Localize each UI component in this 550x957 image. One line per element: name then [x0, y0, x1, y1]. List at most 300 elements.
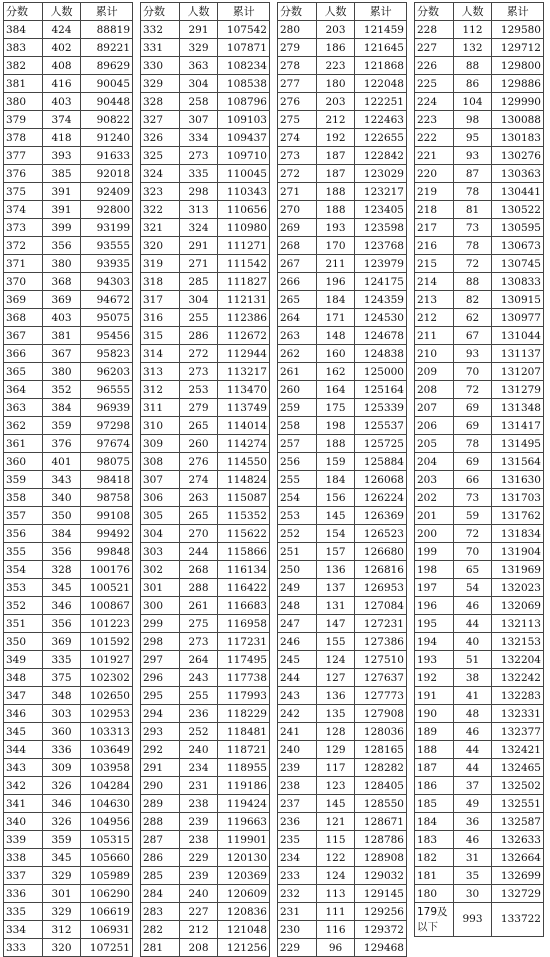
cumulative-cell: 112386: [218, 309, 270, 327]
score-cell: 264: [278, 309, 317, 327]
score-cell: 298: [141, 633, 180, 651]
table-row: [4, 273, 133, 291]
count-cell: 88: [453, 57, 492, 75]
score-header: 分数: [141, 3, 180, 21]
score-cell: 281: [141, 939, 180, 957]
cumulative-cell: 94672: [81, 291, 133, 309]
table-row: [278, 651, 407, 669]
count-cell: 285: [179, 273, 218, 291]
count-cell: 348: [42, 687, 81, 705]
count-cell: 286: [179, 327, 218, 345]
table-row: [141, 939, 270, 957]
table-row: [141, 75, 270, 93]
count-cell: 274: [179, 471, 218, 489]
count-cell: 180: [316, 75, 355, 93]
table-row: [141, 291, 270, 309]
cumulative-cell: 115087: [218, 489, 270, 507]
table-row: [4, 777, 133, 795]
cumulative-cell: 131137: [492, 345, 544, 363]
count-cell: 298: [179, 183, 218, 201]
score-cell: 233: [278, 867, 317, 885]
table-row: [4, 615, 133, 633]
count-cell: 81: [453, 201, 492, 219]
table-row: [141, 507, 270, 525]
count-cell: 160: [316, 345, 355, 363]
count-cell: 993: [453, 903, 492, 937]
score-cell: 247: [278, 615, 317, 633]
score-cell: 294: [141, 705, 180, 723]
score-cell: 208: [415, 381, 454, 399]
score-header: 分数: [415, 3, 454, 21]
cumulative-cell: 125339: [355, 399, 407, 417]
score-cell: 365: [4, 363, 43, 381]
cumulative-cell: 115622: [218, 525, 270, 543]
cumulative-cell: 123768: [355, 237, 407, 255]
cumulative-cell: 94303: [81, 273, 133, 291]
cumulative-cell: 107251: [81, 939, 133, 957]
table-row: [415, 651, 544, 669]
table-row: [415, 813, 544, 831]
score-cell: 197: [415, 579, 454, 597]
table-row: [4, 327, 133, 345]
table-row: [415, 39, 544, 57]
cumulative-cell: 91633: [81, 147, 133, 165]
count-cell: 260: [179, 435, 218, 453]
cumulative-cell: 106619: [81, 903, 133, 921]
score-cell: 282: [141, 921, 180, 939]
score-cell: 273: [278, 147, 317, 165]
score-cell: 202: [415, 489, 454, 507]
score-cell: 270: [278, 201, 317, 219]
count-cell: 291: [179, 237, 218, 255]
score-cell: 343: [4, 759, 43, 777]
cumulative-cell: 123217: [355, 183, 407, 201]
score-cell: 348: [4, 669, 43, 687]
cumulative-cell: 98418: [81, 471, 133, 489]
count-cell: 227: [179, 903, 218, 921]
count-cell: 239: [179, 813, 218, 831]
table-row: [278, 723, 407, 741]
score-cell: 357: [4, 507, 43, 525]
score-cell: 188: [415, 741, 454, 759]
cumulative-cell: 101927: [81, 651, 133, 669]
table-row: [278, 543, 407, 561]
table-row: [415, 255, 544, 273]
table-row: [4, 489, 133, 507]
table-row: [415, 417, 544, 435]
table-row: [415, 219, 544, 237]
cumulative-cell: 100867: [81, 597, 133, 615]
table-row: [4, 561, 133, 579]
score-cell: 373: [4, 219, 43, 237]
count-cell: 40: [453, 633, 492, 651]
cumulative-cell: 118481: [218, 723, 270, 741]
cumulative-cell: 129468: [355, 939, 407, 957]
cumulative-cell: 117231: [218, 633, 270, 651]
score-cell: 207: [415, 399, 454, 417]
count-cell: 124: [316, 651, 355, 669]
cumulative-cell: 121048: [218, 921, 270, 939]
cumulative-cell: 105660: [81, 849, 133, 867]
table-row: [278, 885, 407, 903]
count-cell: 96: [316, 939, 355, 957]
score-cell: 320: [141, 237, 180, 255]
count-cell: 380: [42, 363, 81, 381]
table-row: [4, 723, 133, 741]
table-row: [278, 777, 407, 795]
score-cell: 346: [4, 705, 43, 723]
cumulative-cell: 129800: [492, 57, 544, 75]
cumulative-cell: 99492: [81, 525, 133, 543]
score-cell: 244: [278, 669, 317, 687]
table-row: [278, 489, 407, 507]
count-cell: 288: [179, 579, 218, 597]
score-cell: 242: [278, 705, 317, 723]
count-cell: 212: [179, 921, 218, 939]
table-row: [141, 705, 270, 723]
header-row: [278, 3, 407, 21]
score-cell: 371: [4, 255, 43, 273]
table-row: [4, 867, 133, 885]
score-cell: 190: [415, 705, 454, 723]
count-cell: 132: [453, 39, 492, 57]
count-cell: 155: [316, 633, 355, 651]
cumulative-cell: 130745: [492, 255, 544, 273]
cumulative-cell: 131703: [492, 489, 544, 507]
table-row: [415, 489, 544, 507]
cumulative-cell: 132664: [492, 849, 544, 867]
cumulative-cell: 131044: [492, 327, 544, 345]
cumulative-cell: 125884: [355, 453, 407, 471]
table-row: [4, 759, 133, 777]
table-row: [278, 273, 407, 291]
cumulative-cell: 96939: [81, 399, 133, 417]
table-row: [141, 129, 270, 147]
score-cell: 245: [278, 651, 317, 669]
cumulative-header: 累计: [81, 3, 133, 21]
cumulative-cell: 126523: [355, 525, 407, 543]
score-cell: 333: [4, 939, 43, 957]
score-cell: 347: [4, 687, 43, 705]
count-cell: 356: [42, 615, 81, 633]
count-cell: 238: [179, 831, 218, 849]
table-row: [278, 237, 407, 255]
score-cell: 184: [415, 813, 454, 831]
score-cell: 344: [4, 741, 43, 759]
score-cell: 376: [4, 165, 43, 183]
cumulative-cell: 127908: [355, 705, 407, 723]
table-row: [141, 849, 270, 867]
count-cell: 78: [453, 237, 492, 255]
score-cell: 240: [278, 741, 317, 759]
cumulative-header: 累计: [492, 3, 544, 21]
count-cell: 345: [42, 849, 81, 867]
cumulative-cell: 120130: [218, 849, 270, 867]
table-row: [415, 543, 544, 561]
table-row: [141, 867, 270, 885]
cumulative-cell: 92018: [81, 165, 133, 183]
cumulative-cell: 110045: [218, 165, 270, 183]
count-cell: 72: [453, 255, 492, 273]
table-row: [141, 345, 270, 363]
cumulative-cell: 132587: [492, 813, 544, 831]
cumulative-cell: 108538: [218, 75, 270, 93]
table-row: [4, 417, 133, 435]
score-cell: 192: [415, 669, 454, 687]
table-row: [4, 885, 133, 903]
table-row: [278, 795, 407, 813]
table-row: [278, 75, 407, 93]
score-cell: 290: [141, 777, 180, 795]
score-cell: 304: [141, 525, 180, 543]
count-cell: 243: [179, 669, 218, 687]
table-row: [415, 111, 544, 129]
table-row: [278, 129, 407, 147]
score-cell: 303: [141, 543, 180, 561]
cumulative-header: 累计: [218, 3, 270, 21]
count-cell: 35: [453, 867, 492, 885]
count-cell: 401: [42, 453, 81, 471]
count-cell: 44: [453, 759, 492, 777]
score-cell: 278: [278, 57, 317, 75]
cumulative-cell: 98075: [81, 453, 133, 471]
cumulative-cell: 128908: [355, 849, 407, 867]
cumulative-cell: 129372: [355, 921, 407, 939]
score-cell: 381: [4, 75, 43, 93]
count-cell: 203: [316, 21, 355, 39]
count-cell: 135: [316, 705, 355, 723]
count-cell: 192: [316, 129, 355, 147]
score-cell: 232: [278, 885, 317, 903]
table-row: [278, 579, 407, 597]
count-cell: 275: [179, 615, 218, 633]
score-cell: 342: [4, 777, 43, 795]
score-cell: 312: [141, 381, 180, 399]
count-cell: 335: [42, 651, 81, 669]
cumulative-cell: 112131: [218, 291, 270, 309]
cumulative-cell: 122463: [355, 111, 407, 129]
table-row: [4, 435, 133, 453]
cumulative-cell: 128282: [355, 759, 407, 777]
score-cell: 335: [4, 903, 43, 921]
table-row: [278, 201, 407, 219]
table-row: [141, 219, 270, 237]
table-row: [415, 831, 544, 849]
cumulative-cell: 124838: [355, 345, 407, 363]
cumulative-cell: 132242: [492, 669, 544, 687]
cumulative-cell: 101592: [81, 633, 133, 651]
score-cell: 364: [4, 381, 43, 399]
score-cell: 287: [141, 831, 180, 849]
count-cell: 240: [179, 741, 218, 759]
cumulative-cell: 130441: [492, 183, 544, 201]
table-row: [278, 867, 407, 885]
count-cell: 117: [316, 759, 355, 777]
table-row: [415, 849, 544, 867]
cumulative-cell: 104284: [81, 777, 133, 795]
count-cell: 408: [42, 57, 81, 75]
cumulative-cell: 97674: [81, 435, 133, 453]
count-cell: 193: [316, 219, 355, 237]
cumulative-cell: 129886: [492, 75, 544, 93]
cumulative-cell: 93555: [81, 237, 133, 255]
score-cell: 274: [278, 129, 317, 147]
count-cell: 273: [179, 633, 218, 651]
cumulative-cell: 130363: [492, 165, 544, 183]
score-cell: 256: [278, 453, 317, 471]
score-cell: 336: [4, 885, 43, 903]
count-cell: 418: [42, 129, 81, 147]
count-cell: 69: [453, 417, 492, 435]
count-cell: 345: [42, 579, 81, 597]
score-cell: 243: [278, 687, 317, 705]
score-cell: 345: [4, 723, 43, 741]
score-cell: 279: [278, 39, 317, 57]
table-row: [4, 579, 133, 597]
table-row: [4, 129, 133, 147]
cumulative-cell: 130183: [492, 129, 544, 147]
score-cell: 319: [141, 255, 180, 273]
score-cell: 337: [4, 867, 43, 885]
score-cell: 305: [141, 507, 180, 525]
score-cell: 361: [4, 435, 43, 453]
count-cell: 203: [316, 93, 355, 111]
table-row: [4, 651, 133, 669]
cumulative-cell: 90045: [81, 75, 133, 93]
cumulative-cell: 104956: [81, 813, 133, 831]
score-cell: 354: [4, 561, 43, 579]
score-cell: 338: [4, 849, 43, 867]
table-row: [278, 39, 407, 57]
score-cell: 260: [278, 381, 317, 399]
cumulative-cell: 88819: [81, 21, 133, 39]
score-cell: 214: [415, 273, 454, 291]
count-cell: 211: [316, 255, 355, 273]
count-cell: 375: [42, 669, 81, 687]
score-cell: 283: [141, 903, 180, 921]
score-cell: 199: [415, 543, 454, 561]
count-cell: 184: [316, 471, 355, 489]
count-cell: 67: [453, 327, 492, 345]
table-row: [415, 165, 544, 183]
count-cell: 238: [179, 795, 218, 813]
cumulative-cell: 130977: [492, 309, 544, 327]
cumulative-cell: 132069: [492, 597, 544, 615]
cumulative-cell: 132729: [492, 885, 544, 903]
table-row: [278, 93, 407, 111]
cumulative-cell: 133722: [492, 903, 544, 937]
cumulative-cell: 95075: [81, 309, 133, 327]
score-cell: 253: [278, 507, 317, 525]
cumulative-cell: 129145: [355, 885, 407, 903]
score-cell: 302: [141, 561, 180, 579]
score-cell: 327: [141, 111, 180, 129]
cumulative-cell: 93199: [81, 219, 133, 237]
cumulative-cell: 130088: [492, 111, 544, 129]
count-cell: 268: [179, 561, 218, 579]
count-cell: 147: [316, 615, 355, 633]
table-row: [278, 813, 407, 831]
score-panel-4: [414, 2, 544, 937]
cumulative-cell: 131348: [492, 399, 544, 417]
count-cell: 46: [453, 831, 492, 849]
table-row: [278, 939, 407, 957]
count-cell: 270: [179, 525, 218, 543]
table-row: [4, 201, 133, 219]
table-row: [4, 507, 133, 525]
count-cell: 113: [316, 885, 355, 903]
score-cell: 215: [415, 255, 454, 273]
table-row: [415, 147, 544, 165]
cumulative-cell: 114014: [218, 417, 270, 435]
table-row: [415, 363, 544, 381]
table-row: [415, 93, 544, 111]
count-cell: 73: [453, 489, 492, 507]
count-cell: 304: [179, 75, 218, 93]
score-panel-3: [277, 2, 407, 957]
table-row: [4, 525, 133, 543]
count-cell: 328: [42, 561, 81, 579]
table-row: [415, 741, 544, 759]
cumulative-cell: 121868: [355, 57, 407, 75]
cumulative-cell: 128671: [355, 813, 407, 831]
score-cell: 339: [4, 831, 43, 849]
table-row: [278, 309, 407, 327]
score-cell: 351: [4, 615, 43, 633]
table-row: [141, 525, 270, 543]
score-cell: 355: [4, 543, 43, 561]
cumulative-cell: 92800: [81, 201, 133, 219]
count-cell: 265: [179, 417, 218, 435]
score-cell: 198: [415, 561, 454, 579]
cumulative-cell: 132113: [492, 615, 544, 633]
table-row: [415, 345, 544, 363]
count-cell: 403: [42, 309, 81, 327]
count-cell: 93: [453, 147, 492, 165]
count-cell: 356: [42, 237, 81, 255]
score-cell: 272: [278, 165, 317, 183]
score-cell: 289: [141, 795, 180, 813]
cumulative-cell: 116958: [218, 615, 270, 633]
count-cell: 236: [179, 705, 218, 723]
count-cell: 65: [453, 561, 492, 579]
cumulative-cell: 132377: [492, 723, 544, 741]
cumulative-cell: 118955: [218, 759, 270, 777]
cumulative-cell: 110343: [218, 183, 270, 201]
cumulative-cell: 116683: [218, 597, 270, 615]
score-cell: 262: [278, 345, 317, 363]
cumulative-cell: 120836: [218, 903, 270, 921]
table-row: [278, 165, 407, 183]
score-cell: 297: [141, 651, 180, 669]
count-cell: 188: [316, 435, 355, 453]
score-cell: 316: [141, 309, 180, 327]
table-row: [278, 471, 407, 489]
table-row: [278, 21, 407, 39]
count-cell: 121: [316, 813, 355, 831]
table-row: [415, 885, 544, 903]
cumulative-cell: 119663: [218, 813, 270, 831]
cumulative-cell: 119186: [218, 777, 270, 795]
cumulative-cell: 126224: [355, 489, 407, 507]
score-cell: 231: [278, 903, 317, 921]
cumulative-header: 累计: [355, 3, 407, 21]
score-cell: 369: [4, 291, 43, 309]
count-cell: 271: [179, 255, 218, 273]
count-cell: 111: [316, 903, 355, 921]
score-cell: 258: [278, 417, 317, 435]
score-cell: 306: [141, 489, 180, 507]
